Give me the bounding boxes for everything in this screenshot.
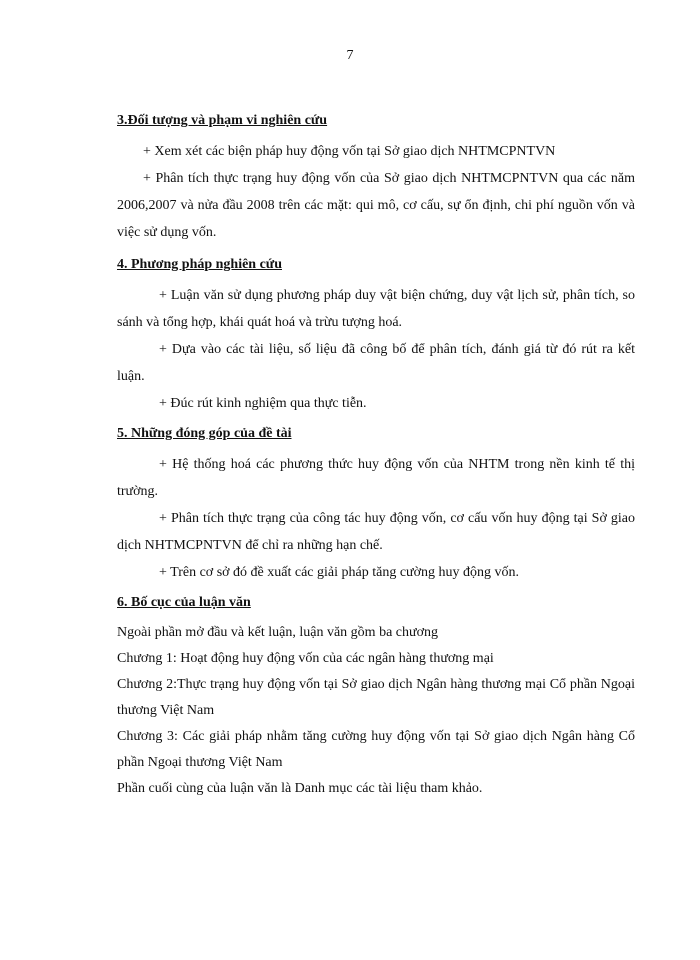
document-body (117, 108, 635, 802)
chapter-2-line: Chương 2:Thực trạng huy động vốn tại Sở giao dịch Ngân hàng thương mại Cổ phần Ngoại thương Việt Nam (117, 677, 635, 718)
chapter-1-line: Chương 1: Hoạt động huy động vốn của các ngân hàng thương mại (117, 651, 494, 666)
section-4-item-3: + Đúc rút kinh nghiệm qua thực tiễn. (159, 396, 367, 411)
page-number: 7 (346, 48, 354, 63)
section-3-item-2: + Phân tích thực trạng huy động vốn của Sở giao dịch NHTMCPNTVN qua các năm 2006,2007 và nửa đầu 2008 trên các mặt: qui mô, cơ cấu, sự ổn định, chi phí nguồn vốn và việc sử dụng vốn. (117, 171, 635, 240)
section-5-heading: 5. Những đóng góp của đề tài (117, 426, 292, 441)
references-line: Phần cuối cùng của luận văn là Danh mục các tài liệu tham khảo. (117, 781, 483, 796)
section-5-item-2: + Phân tích thực trạng của công tác huy động vốn, cơ cấu vốn huy động tại Sở giao dịch NHTMCPNTVN để chỉ ra những hạn chế. (117, 511, 635, 553)
chapter-3-line: Chương 3: Các giải pháp nhằm tăng cường huy động vốn tại Sở giao dịch Ngân hàng Cổ phần Ngoại thương Việt Nam (117, 729, 635, 770)
section-5-item-3: + Trên cơ sở đó đề xuất các giải pháp tăng cường huy động vốn. (159, 565, 520, 580)
section-4-item-1: + Luận văn sử dụng phương pháp duy vật biện chứng, duy vật lịch sử, phân tích, so sánh và tổng hợp, khái quát hoá và trừu tượng hoá. (117, 288, 635, 330)
section-4-item-2: + Dựa vào các tài liệu, số liệu đã công bố để phân tích, đánh giá từ đó rút ra kết luận. (117, 342, 635, 384)
section-3-item-1: + Xem xét các biện pháp huy động vốn tại Sở giao dịch NHTMCPNTVN (143, 144, 556, 159)
section-4-heading: 4. Phương pháp nghiên cứu (117, 257, 282, 272)
section-6-intro: Ngoài phần mở đầu và kết luận, luận văn gồm ba chương (117, 625, 438, 640)
section-6-heading: 6. Bố cục của luận văn (117, 595, 251, 610)
section-3-heading: 3.Đối tượng và phạm vi nghiên cứu (117, 113, 328, 128)
section-5-item-1: + Hệ thống hoá các phương thức huy động vốn của NHTM trong nền kinh tế thị trường. (117, 457, 635, 499)
